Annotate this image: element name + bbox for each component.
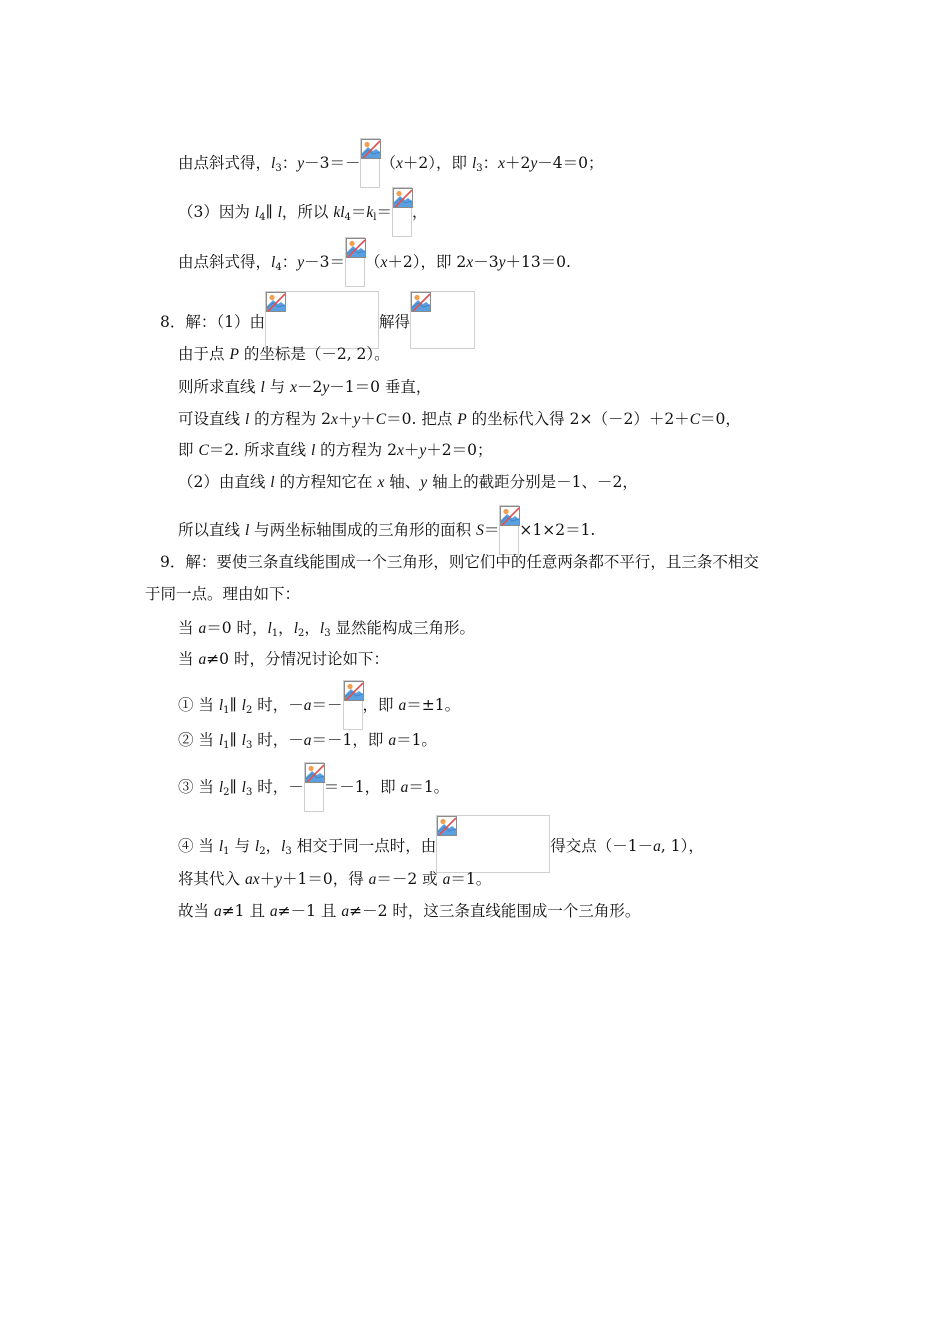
text-segment: ② 当 (178, 731, 219, 749)
math-variable: y (322, 379, 330, 396)
text-segment: ， (412, 203, 428, 221)
math-variable: a (398, 697, 407, 714)
math-variable: a (198, 620, 207, 637)
math-variable: a (400, 779, 409, 796)
broken-image-icon (343, 680, 363, 730)
text-segment: ≠－2 时，这三条直线能围成一个三角形。 (349, 902, 641, 920)
math-variable: a (213, 903, 222, 920)
text-segment: （ (364, 253, 381, 271)
text-line (178, 343, 390, 366)
subscript: 1 (271, 628, 279, 639)
text-segment: －2 (297, 378, 323, 396)
text-segment: ＝－1，即 (311, 731, 389, 749)
text-segment: 9．解：要使三条直线能围成一个三角形，则它们中的任意两条都不平行，且三条不相交 (160, 553, 759, 571)
math-variable: l (271, 254, 276, 271)
math-variable: y (420, 474, 428, 491)
math-variable: l (218, 732, 224, 749)
text-segment: －3＝ (304, 253, 345, 271)
text-segment: ＋ (360, 410, 376, 428)
broken-image-glyph (393, 188, 413, 208)
broken-image-icon (304, 762, 324, 812)
text-segment: ＋1＝0，得 (281, 870, 369, 888)
text-line (178, 762, 449, 812)
text-line (178, 900, 640, 923)
text-line (160, 551, 759, 573)
broken-image-icon (345, 237, 365, 287)
math-variable: a (653, 838, 661, 855)
broken-image-glyph (344, 681, 364, 701)
text-segment: ＝2. 所求直线 (208, 441, 311, 459)
text-segment: ∥ (229, 696, 242, 714)
math-variable: l (319, 620, 325, 637)
subscript: 4 (259, 212, 266, 223)
math-variable: l (271, 155, 276, 172)
broken-image-icon (436, 815, 550, 873)
subscript: 4 (344, 212, 351, 223)
text-segment: 8．解：（1）由 (160, 313, 265, 331)
math-variable: a (341, 903, 350, 920)
math-variable: l (241, 697, 246, 714)
text-segment: 时，－ (252, 696, 304, 714)
text-segment: （ (380, 154, 396, 172)
text-segment: 的坐标代入得 2×（－2）＋2＋ (466, 410, 690, 428)
math-variable: l (270, 474, 275, 491)
math-variable: a (303, 697, 312, 714)
math-variable: x (380, 254, 388, 271)
math-variable: a (303, 732, 312, 749)
text-segment: ＋2 (505, 154, 531, 172)
math-variable: x (290, 379, 297, 396)
text-segment: －3＝－ (304, 154, 361, 172)
text-segment: －4＝0； (537, 154, 604, 172)
text-line (178, 138, 604, 188)
math-variable: y (530, 155, 538, 172)
text-line (178, 868, 491, 891)
broken-image-glyph (411, 292, 431, 312)
subscript: 2 (245, 705, 253, 716)
math-variable: l (277, 204, 282, 221)
math-variable: x (396, 155, 403, 172)
text-segment: 当 (178, 650, 199, 668)
math-variable: S (476, 522, 484, 539)
text-segment: ＝0. 把点 (386, 410, 458, 428)
math-variable: a (368, 871, 377, 888)
math-variable: l (281, 838, 286, 855)
text-line (145, 583, 300, 605)
math-variable: y (275, 871, 282, 888)
math-variable: l (254, 204, 260, 221)
text-segment: 的方程为 2 (249, 410, 331, 428)
text-segment: ① 当 (178, 696, 219, 714)
text-segment: ＋2），即 2 (387, 253, 467, 271)
text-segment: （3）因为 (178, 203, 255, 221)
text-segment: ： (281, 154, 298, 172)
text-line (178, 815, 704, 873)
subscript: 3 (245, 740, 253, 751)
math-variable: C (689, 411, 701, 428)
text-segment: 的方程知它在 (274, 473, 378, 491)
subscript: 2 (259, 846, 266, 857)
subscript: 3 (285, 846, 292, 857)
text-segment: ≠－1 且 (277, 902, 342, 920)
math-variable: y (498, 254, 506, 271)
math-variable: y (353, 411, 361, 428)
broken-image-icon (499, 505, 519, 555)
text-line (178, 408, 741, 431)
text-segment: ＝0， (700, 410, 741, 428)
text-segment: ＝ (350, 203, 367, 221)
text-segment: 相交于同一点时，由 (291, 837, 437, 855)
text-segment: ∥ (229, 778, 242, 796)
text-segment: （2）由直线 (178, 473, 271, 491)
text-segment: ＝ (483, 521, 500, 539)
text-segment: ，所以 (281, 203, 334, 221)
text-segment: ＝0 时， (206, 619, 268, 637)
broken-image-glyph (266, 292, 286, 312)
broken-image-glyph (361, 139, 381, 159)
text-segment: 得交点（－1－ (550, 837, 654, 855)
math-variable: x (330, 411, 338, 428)
math-variable: x (377, 474, 385, 491)
broken-image-glyph (305, 763, 325, 783)
text-segment: ，即 (362, 696, 399, 714)
subscript: 3 (245, 787, 253, 798)
text-line (178, 617, 475, 645)
text-segment: －3 (473, 253, 499, 271)
text-segment: 轴上的截距分别是－1、－2， (427, 473, 638, 491)
text-segment: ： (482, 154, 499, 172)
math-variable: a (198, 651, 207, 668)
text-line (178, 680, 460, 730)
text-segment: 的坐标是（－2, 2）。 (238, 345, 390, 363)
math-variable: l (218, 838, 224, 855)
subscript: 1 (223, 705, 230, 716)
text-segment: 于同一点。理由如下： (145, 585, 301, 603)
math-variable: x (498, 155, 506, 172)
text-line (178, 187, 428, 237)
math-variable: l (218, 697, 224, 714)
math-variable: k (366, 204, 374, 221)
math-variable: l (267, 620, 272, 637)
broken-image-glyph (437, 816, 457, 836)
math-variable: a (388, 732, 397, 749)
text-segment: ： (281, 253, 298, 271)
text-line (160, 291, 475, 349)
text-segment: 与 (229, 837, 255, 855)
text-segment: ＋ (259, 870, 276, 888)
text-segment: ＝±1。 (406, 696, 461, 714)
text-segment: , 1）， (660, 837, 704, 855)
math-variable: C (198, 442, 209, 459)
text-segment: ， (304, 619, 320, 637)
text-line (178, 237, 571, 287)
text-segment: 显然能构成三角形。 (330, 619, 476, 637)
text-segment: ＝1。 (396, 731, 437, 749)
math-variable: l (244, 411, 250, 428)
text-segment: ＋ (337, 410, 354, 428)
text-segment: 故当 (178, 902, 214, 920)
text-segment: ＝1。 (450, 870, 492, 888)
text-segment: 则所求直线 (178, 378, 261, 396)
math-variable: C (375, 411, 387, 428)
math-variable: l (244, 522, 250, 539)
text-segment: ×1×2＝1. (519, 521, 596, 539)
math-variable: a (442, 871, 451, 888)
subscript: 3 (476, 163, 483, 174)
text-segment: ≠1 且 (221, 902, 270, 920)
broken-image-icon (265, 291, 379, 349)
math-variable: P (457, 411, 467, 428)
text-segment: 由于点 (178, 345, 230, 363)
text-segment: ＝－2 或 (376, 870, 443, 888)
text-segment: 由点斜式得， (178, 253, 272, 271)
text-segment: 时，－ (252, 731, 304, 749)
text-segment: ＝1。 (408, 778, 450, 796)
math-variable: P (229, 346, 239, 363)
subscript: 3 (324, 628, 331, 639)
text-segment: ＋2），即 (402, 154, 472, 172)
broken-image-icon (392, 187, 412, 237)
text-segment: 所以直线 (178, 521, 245, 539)
text-line (178, 471, 638, 494)
math-variable: x (466, 254, 474, 271)
text-segment: ∥ (229, 731, 242, 749)
subscript: 1 (223, 846, 230, 857)
math-variable: l (260, 379, 265, 396)
text-segment: ≠0 时，分情况讨论如下： (206, 650, 389, 668)
subscript: l (373, 212, 377, 223)
math-variable: l (254, 838, 260, 855)
text-segment: ＋13＝0. (505, 253, 571, 271)
broken-image-icon (360, 138, 380, 188)
subscript: 1 (223, 740, 230, 751)
math-variable: a (269, 903, 278, 920)
subscript: 2 (298, 628, 305, 639)
text-segment: 将其代入 (178, 870, 245, 888)
subscript: 4 (275, 262, 282, 273)
text-segment: 当 (178, 619, 199, 637)
text-segment: ， (278, 619, 294, 637)
math-variable: y (297, 254, 305, 271)
text-line (178, 648, 389, 671)
math-variable: l (241, 732, 246, 749)
broken-image-glyph (500, 506, 520, 526)
text-segment: ③ 当 (178, 778, 219, 796)
math-variable: y (297, 155, 305, 172)
text-line (178, 729, 437, 757)
text-segment: ， (265, 837, 282, 855)
math-variable: l (218, 779, 224, 796)
text-segment: 即 (178, 441, 199, 459)
text-segment: ＝－1，即 (323, 778, 401, 796)
text-segment: ＝ (376, 203, 393, 221)
text-segment: 由点斜式得， (178, 154, 272, 172)
text-segment: 的方程为 2 (315, 441, 397, 459)
text-segment: 与 (264, 378, 291, 396)
subscript: 2 (223, 787, 230, 798)
broken-image-icon (410, 291, 475, 349)
math-variable: x (396, 442, 404, 459)
math-variable: y (419, 442, 427, 459)
text-segment: 可设直线 (178, 410, 245, 428)
text-segment: ＝－ (311, 696, 343, 714)
text-segment: ＋ (403, 441, 420, 459)
text-segment: ∥ (265, 203, 278, 221)
math-variable: kl (333, 204, 345, 221)
text-segment: ＋2＝0； (426, 441, 493, 459)
text-line (178, 439, 493, 462)
math-variable: l (471, 155, 477, 172)
math-variable: l (293, 620, 298, 637)
text-segment: －1＝0 垂直， (329, 378, 432, 396)
subscript: 3 (275, 163, 282, 174)
broken-image-glyph (346, 238, 366, 258)
text-line (178, 376, 431, 399)
text-segment: ④ 当 (178, 837, 219, 855)
math-variable: l (241, 779, 246, 796)
text-segment: 轴、 (384, 473, 421, 491)
text-segment: 解得 (378, 313, 410, 331)
math-variable: ax (244, 871, 260, 888)
text-segment: 与两坐标轴围成的三角形的面积 (249, 521, 477, 539)
math-variable: l (310, 442, 316, 459)
text-line (178, 505, 595, 555)
text-segment: 时，－ (252, 778, 304, 796)
